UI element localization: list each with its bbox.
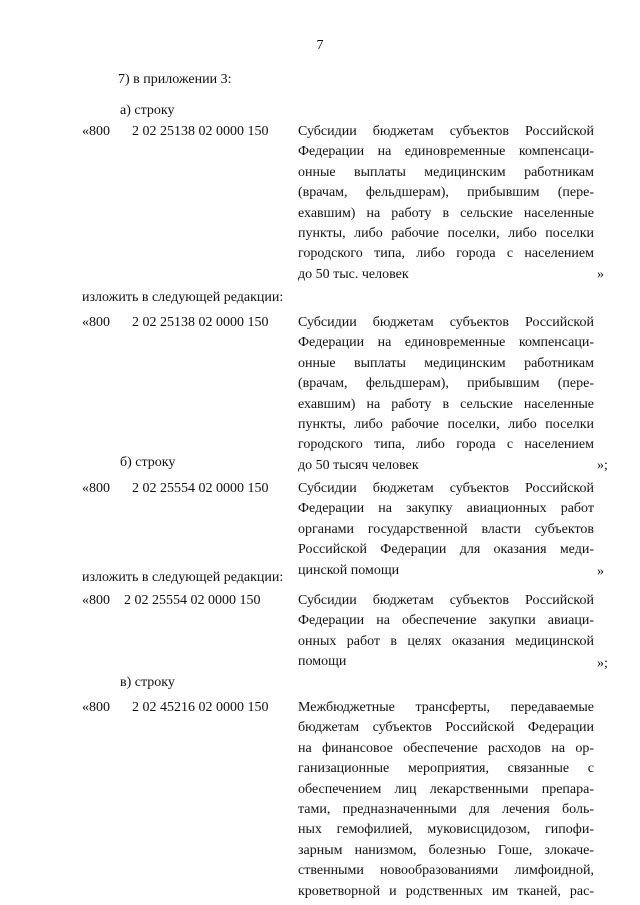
desc-line: Межбюджетные трансферты, передаваемые — [298, 700, 594, 715]
page-number: 7 — [316, 38, 324, 53]
row3-old-description — [298, 698, 594, 902]
desc-line: Субсидии бюджетам субъектов Российской — [298, 315, 594, 330]
row1-new-kbk: 2 02 25138 02 0000 150 — [132, 315, 269, 330]
desc-line: на финансовое обеспечение расходов на ор- — [298, 740, 594, 756]
desc-line: (врачам, фельдшерам), прибывшим (пере- — [298, 376, 594, 392]
row1-new-close-quote: »; — [597, 458, 608, 473]
desc-line: Федерации на закупку авиационных работ — [298, 501, 594, 517]
desc-line: онных работ в целях оказания медицинской — [298, 633, 594, 649]
desc-line: Субсидии бюджетам субъектов Российской — [298, 124, 594, 139]
desc-line: тами, предназначенными для лечения боль- — [298, 801, 594, 817]
row3-old-code: «800 — [82, 700, 110, 715]
row1-old-code: «800 — [82, 124, 110, 139]
desc-line: городского типа, либо города с населением — [298, 246, 594, 262]
restate-instruction-1: изложить в следующей редакции: — [82, 290, 284, 305]
desc-line: ных гемофилией, муковисцидозом, гипофи- — [298, 822, 594, 838]
desc-line: пункты, либо рабочие поселки, либо поселки — [298, 225, 594, 241]
desc-line: онные выплаты медицинским работникам — [298, 355, 594, 371]
sub-item-c: в) строку — [120, 675, 175, 690]
desc-line: Федерации на обеспечение закупки авиаци- — [298, 613, 594, 629]
desc-line: обеспечением лиц лекарственными препара- — [298, 781, 594, 797]
desc-line: ехавшим) на работу в сельские населенные — [298, 396, 594, 412]
desc-line: Субсидии бюджетам субъектов Российской — [298, 481, 594, 496]
row2-old-close-quote: » — [597, 564, 604, 579]
desc-line: до 50 тыс. человек — [298, 266, 409, 282]
row1-old-close-quote: » — [597, 267, 604, 282]
desc-line: кроветворной и родственных им тканей, рас- — [298, 883, 594, 899]
desc-line: ганизационные мероприятия, связанные с — [298, 761, 594, 777]
desc-line: Федерации на единовременные компенсаци- — [298, 335, 594, 351]
desc-line: зарным нанизмом, болезнью Гоше, злокаче- — [298, 842, 594, 858]
item-heading: 7) в приложении 3: — [118, 72, 232, 87]
desc-line: пункты, либо рабочие поселки, либо поселки — [298, 416, 594, 432]
row2-new-close-quote: »; — [597, 656, 608, 671]
row2-new-description — [298, 591, 594, 673]
desc-line: помощи — [298, 654, 347, 670]
desc-line: ехавшим) на работу в сельские населенные — [298, 205, 594, 221]
desc-line: Российской Федерации для оказания меди- — [298, 542, 594, 558]
row2-new-kbk: 2 02 25554 02 0000 150 — [124, 593, 261, 608]
desc-line: ственными новообразованиями лимфоидной, — [298, 863, 594, 879]
row1-new-description — [298, 313, 594, 476]
desc-line: Субсидии бюджетам субъектов Российской — [298, 593, 594, 608]
sub-item-b: б) строку — [120, 455, 176, 470]
desc-line: до 50 тысяч человек — [298, 457, 419, 473]
row2-new-code: «800 — [82, 593, 110, 608]
row3-old-kbk: 2 02 45216 02 0000 150 — [132, 700, 269, 715]
desc-line: городского типа, либо города с населением — [298, 437, 594, 453]
row2-old-code: «800 — [82, 481, 110, 496]
row1-new-code: «800 — [82, 315, 110, 330]
sub-item-a: а) строку — [120, 103, 175, 118]
desc-line: органами государственной власти субъектов — [298, 521, 594, 537]
desc-line: (врачам, фельдшерам), прибывшим (пере- — [298, 185, 594, 201]
row2-old-description — [298, 479, 594, 581]
restate-instruction-2: изложить в следующей редакции: — [82, 570, 284, 585]
row2-old-kbk: 2 02 25554 02 0000 150 — [132, 481, 269, 496]
desc-line: онные выплаты медицинским работникам — [298, 164, 594, 180]
desc-line: Федерации на единовременные компенсаци- — [298, 144, 594, 160]
desc-line: бюджетам субъектов Российской Федерации — [298, 720, 594, 736]
row1-old-description — [298, 122, 594, 285]
row1-old-kbk: 2 02 25138 02 0000 150 — [132, 124, 269, 139]
desc-line: цинской помощи — [298, 562, 400, 578]
